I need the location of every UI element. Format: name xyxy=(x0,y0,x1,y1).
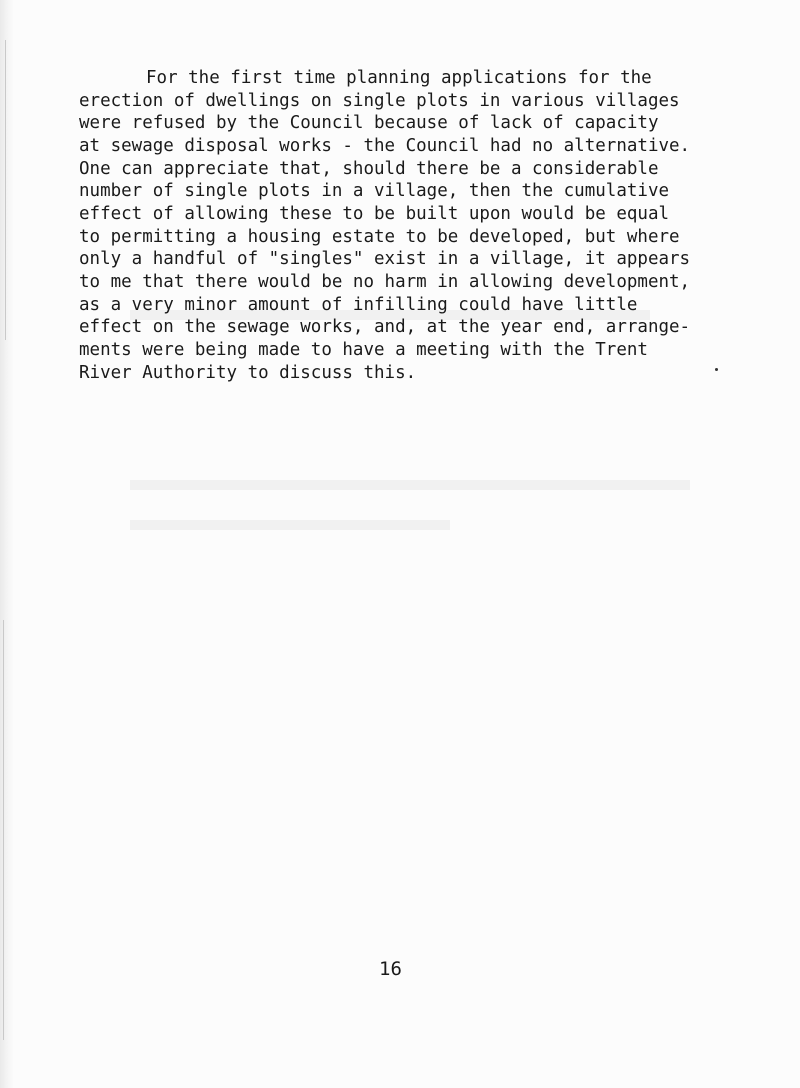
paragraph-line: to permitting a housing estate to be developed, but where xyxy=(79,227,680,247)
paragraph-line: River Authority to discuss this. xyxy=(79,363,417,383)
paragraph-line: number of single plots in a village, then the cumulative xyxy=(79,181,670,201)
paragraph-line: effect on the sewage works, and, at the year end, arrange- xyxy=(79,317,691,337)
paragraph-line: effect of allowing these to be built upon would be equal xyxy=(79,204,670,224)
paragraph-line: at sewage disposal works - the Council had no alternative. xyxy=(79,136,691,156)
paragraph-line: erection of dwellings on single plots in various villages xyxy=(79,91,680,111)
paragraph-line: ments were being made to have a meeting with the Trent xyxy=(79,340,648,360)
paragraph-line: For the first time planning applications for the xyxy=(146,68,652,88)
paragraph-line: to me that there would be no harm in allowing development, xyxy=(79,272,691,292)
paragraph-line: One can appreciate that, should there be a considerable xyxy=(79,159,659,179)
paragraph-line: were refused by the Council because of lack of capacity xyxy=(79,113,659,133)
paragraph-line: as a very minor amount of infilling could have little xyxy=(79,295,638,315)
paragraph-line: only a handful of "singles" exist in a village, it appears xyxy=(79,249,691,269)
page-number: 16 xyxy=(379,958,402,980)
